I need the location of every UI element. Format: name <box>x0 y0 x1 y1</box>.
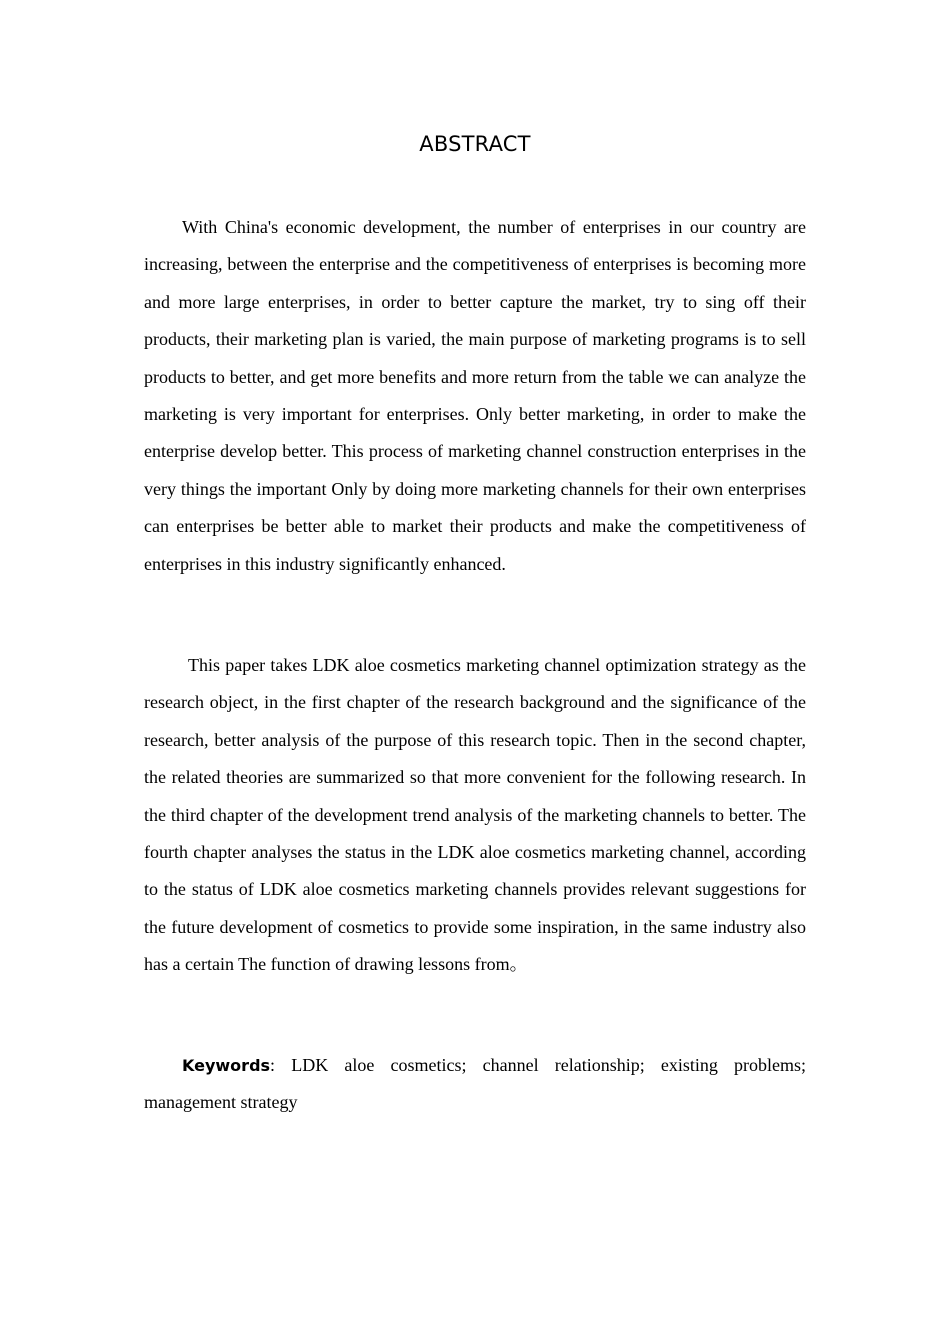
abstract-paragraph-2: This paper takes LDK aloe cosmetics marketing channel optimization strategy as the research object, in the first chapter of the research background and the significance of the research, better analysis of the purpose of this research topic. Then in the second chapter, the related theories are summarized so that more convenient for the following research. In the third chapter of the development trend analysis of the marketing channels to better. The fourth chapter analyses the status in the LDK aloe cosmetics marketing channel, according to the status of LDK aloe cosmetics marketing channels provides relevant suggestions for the future development of cosmetics to provide some inspiration, in the same industry also has a certain The function of drawing lessons from。 <box>144 655 806 975</box>
abstract-paragraph-1: With China's economic development, the number of enterprises in our country are increasing, between the enterprise and the competitiveness of enterprises is becoming more and more large enterprises, in order to better capture the market, try to sing off their products, their marketing plan is varied, the main purpose of marketing programs is to sell products to better, and get more benefits and more return from the table we can analyze the marketing is very important for enterprises. Only better marketing, in order to make the enterprise develop better. This process of marketing channel construction enterprises in the very things the important Only by doing more marketing channels for their own enterprises can enterprises be better able to market their products and make the competitiveness of enterprises in this industry significantly enhanced. <box>144 217 806 574</box>
keywords-separator: : <box>270 1055 276 1075</box>
keywords-text: LDK aloe cosmetics; channel relationship; existing problems; management strategy <box>144 1055 806 1113</box>
keywords-label: Keywords <box>182 1056 271 1075</box>
abstract-title: ABSTRACT <box>419 132 531 156</box>
keywords-line <box>144 1047 806 1122</box>
